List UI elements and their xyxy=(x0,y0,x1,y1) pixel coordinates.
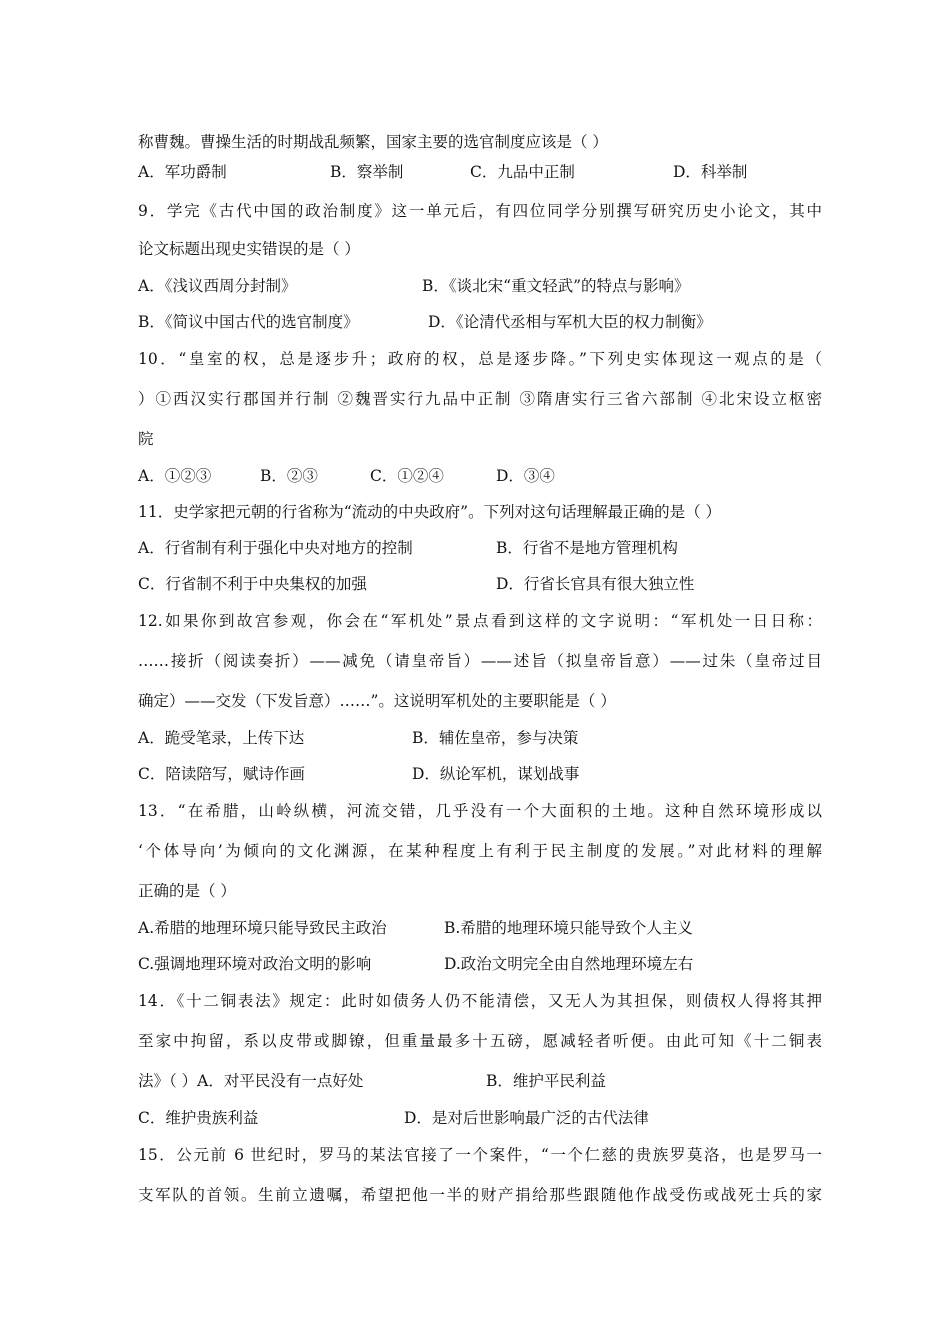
option-c: B．《简议中国古代的选官制度》 xyxy=(138,313,359,331)
text-line: 正确的是（ ） xyxy=(138,882,236,900)
option-b: B．《谈北宋“重文轻武”的特点与影响》 xyxy=(422,277,690,295)
text-line: 至家中拘留，系以皮带或脚镣，但重量最多十五磅，愿减轻者听便。由此可知《十二铜表 xyxy=(138,1032,822,1050)
option-a-line: 法》（ ）A．对平民没有一点好处 xyxy=(138,1072,364,1090)
question-15: 15．公元前 6 世纪时，罗马的某法官接了一个案件，“一个仁慈的贵族罗莫洛，也是罗马一 xyxy=(138,1146,822,1164)
q14-options-cd xyxy=(138,1105,822,1131)
q11-options-cd xyxy=(138,571,822,597)
option-b: B．辅佐皇帝，参与决策 xyxy=(412,729,579,747)
question-9: 9．学完《古代中国的政治制度》这一单元后，有四位同学分别撰写研究历史小论文，其中 xyxy=(138,202,822,220)
option-c: C.强调地理环境对政治文明的影响 xyxy=(138,955,372,973)
q14-stem-options xyxy=(138,1068,822,1094)
question-14: 14．《十二铜表法》规定：此时如债务人仍不能清偿，又无人为其担保，则债权人得将其押 xyxy=(138,992,822,1010)
q13-options-ab xyxy=(138,915,822,941)
option-a: A．①②③ xyxy=(138,467,212,485)
option-d: D．纵论军机，谋划战事 xyxy=(412,765,580,783)
text-line: 论文标题出现史实错误的是（ ） xyxy=(138,240,360,258)
q12-options-cd xyxy=(138,761,822,787)
text-line: 确定）——交发（下发旨意）……”。这说明军机处的主要职能是（ ） xyxy=(138,692,616,710)
option-a: A．《浅议西周分封制》 xyxy=(138,277,297,295)
option-b: B.希腊的地理环境只能导致个人主义 xyxy=(444,919,693,937)
option-a: A．跪受笔录，上传下达 xyxy=(138,729,305,747)
option-c: C．①②④ xyxy=(370,467,444,485)
question-11: 11．史学家把元朝的行省称为“流动的中央政府”。下列对这句话理解最正确的是（ ） xyxy=(138,503,722,521)
q8-options xyxy=(138,159,822,185)
option-b: B．行省不是地方管理机构 xyxy=(496,539,678,557)
option-d: D.政治文明完全由自然地理环境左右 xyxy=(444,955,694,973)
option-a: A．行省制有利于强化中央对地方的控制 xyxy=(138,539,413,557)
q9-options-cd xyxy=(138,309,822,335)
q12-options-ab xyxy=(138,725,822,751)
option-b: B．②③ xyxy=(260,467,318,485)
question-12: 12.如果你到故宫参观，你会在“军机处”景点看到这样的文字说明：“军机处一日日称： xyxy=(138,612,822,630)
text-line: 称曹魏。曹操生活的时期战乱频繁，国家主要的选官制度应该是（ ） xyxy=(138,133,608,151)
option-a: A.希腊的地理环境只能导致民主政治 xyxy=(138,919,387,937)
option-d: D．《论清代丞相与军机大臣的权力制衡》 xyxy=(428,313,712,331)
text-line: 院 xyxy=(138,430,154,448)
option-c: C．维护贵族利益 xyxy=(138,1109,259,1127)
question-10: 10．“皇室的权，总是逐步升；政府的权，总是逐步降。”下列史实体现这一观点的是（ xyxy=(138,350,822,368)
q10-options xyxy=(138,463,822,489)
question-13: 13．“在希腊，山岭纵横，河流交错，几乎没有一个大面积的土地。这种自然环境形成以 xyxy=(138,802,822,820)
option-b: B．维护平民利益 xyxy=(486,1072,606,1090)
text-line: ……接折（阅读奏折）——减免（请皇帝旨）——述旨（拟皇帝旨意）——过朱（皇帝过目 xyxy=(138,652,822,670)
q13-options-cd xyxy=(138,951,822,977)
option-b: B．察举制 xyxy=(330,163,404,181)
option-c: C．九品中正制 xyxy=(470,163,575,181)
option-d: D．③④ xyxy=(496,467,555,485)
q9-options-ab xyxy=(138,273,822,299)
option-d: D．行省长官具有很大独立性 xyxy=(496,575,695,593)
option-c: C．陪读陪写，赋诗作画 xyxy=(138,765,305,783)
option-c: C．行省制不利于中央集权的加强 xyxy=(138,575,367,593)
text-line: ）①西汉实行郡国并行制 ②魏晋实行九品中正制 ③隋唐实行三省六部制 ④北宋设立枢密 xyxy=(138,390,822,408)
option-a: A．军功爵制 xyxy=(138,163,227,181)
q11-options-ab xyxy=(138,535,822,561)
option-d: D．科举制 xyxy=(673,163,748,181)
text-line: 支军队的首领。生前立遗嘱，希望把他一半的财产捐给那些跟随他作战受伤或战死士兵的家 xyxy=(138,1186,822,1204)
option-d: D．是对后世影响最广泛的古代法律 xyxy=(404,1109,649,1127)
text-line: ‘个体导向’为倾向的文化渊源，在某种程度上有利于民主制度的发展。”对此材料的理解 xyxy=(138,842,822,860)
